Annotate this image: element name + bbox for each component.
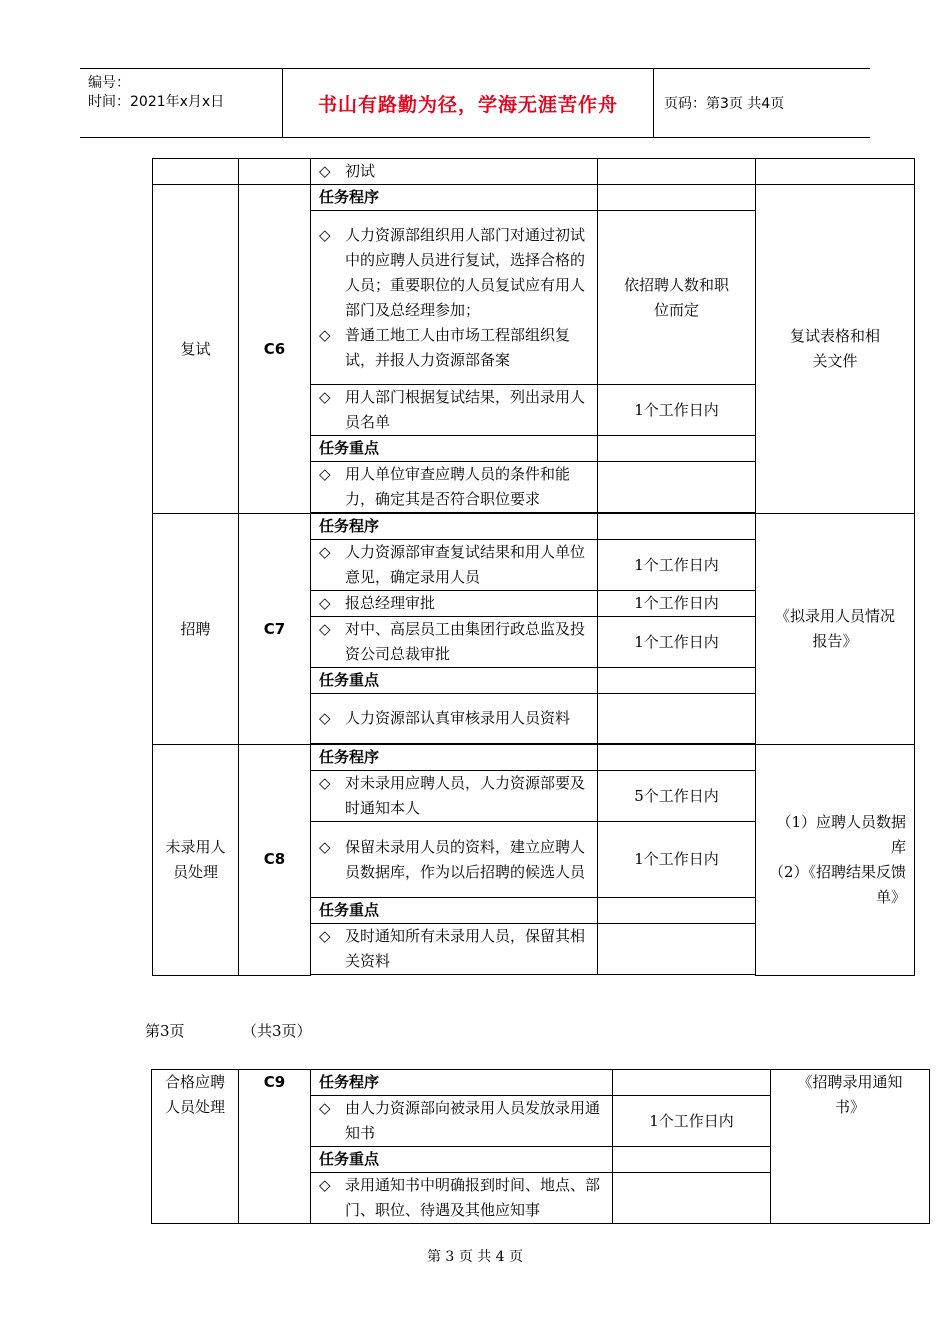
time-cell — [613, 1147, 771, 1173]
page-mark: 第3页 — [145, 1022, 185, 1040]
diamond-bullet-icon: ◇ — [319, 1176, 331, 1194]
process-table-continued — [151, 1069, 930, 1224]
task-text: 对未录用应聘人员，人力资源部要及时通知本人 — [345, 774, 586, 817]
time-text: 1个工作日内 — [634, 400, 719, 419]
code-cell — [239, 159, 311, 185]
stage-code: C7 — [263, 619, 286, 638]
stage-name: 合格应聘人员处理 — [164, 1073, 225, 1116]
focus-cell — [311, 462, 598, 513]
time-cell — [598, 591, 756, 617]
task-text: 普通工地工人由市场工程部组织复试，并报人力资源部备案 — [345, 325, 571, 369]
time-cell — [598, 924, 756, 975]
time-cell — [613, 1096, 771, 1147]
diamond-bullet-icon: ◇ — [319, 927, 331, 945]
focus-heading: 任务重点 — [311, 436, 598, 462]
task-text: 初试 — [345, 162, 376, 180]
task-cell — [311, 540, 598, 591]
task-cell — [311, 617, 598, 668]
time-cell — [613, 1070, 771, 1096]
time-text: 1个工作日内 — [634, 594, 719, 612]
doc-text: （1）应聘人员数据库 — [776, 812, 906, 856]
focus-heading: 任务重点 — [311, 1147, 613, 1173]
stage-cell — [153, 514, 239, 745]
task-cell — [311, 1096, 613, 1147]
focus-heading: 任务重点 — [311, 668, 598, 694]
time-text: 1个工作日内 — [634, 850, 719, 868]
diamond-bullet-icon: ◇ — [319, 465, 331, 483]
motto: 书山有路勤为径，学海无涯苦作舟 — [317, 93, 618, 116]
stage-cell — [153, 185, 239, 514]
document-header — [80, 68, 870, 138]
stage-name: 复试 — [180, 339, 211, 358]
diamond-bullet-icon: ◇ — [319, 620, 331, 638]
table-row — [153, 159, 915, 185]
focus-cell — [311, 1173, 613, 1224]
task-cell — [311, 591, 598, 617]
task-cell — [311, 771, 598, 822]
focus-text: 录用通知书中明确报到时间、地点、部门、职位、待遇及其他应知事 — [345, 1176, 601, 1219]
task-text: 人力资源部组织用人部门对通过初试中的应聘人员进行复试，选择合格的人员；重要职位的人员复试应有用人部门及总经理参加； — [345, 225, 586, 319]
task-text: 人力资源部审查复试结果和用人单位意见，确定录用人员 — [345, 543, 586, 586]
header-motto-cell — [283, 69, 654, 137]
stage-name: 招聘 — [180, 619, 211, 638]
page-info: 页码：第3页 共4页 — [664, 96, 785, 112]
diamond-bullet-icon: ◇ — [319, 162, 331, 180]
code-cell — [239, 185, 311, 514]
table-row — [153, 514, 915, 540]
focus-cell — [311, 694, 598, 744]
diamond-bullet-icon: ◇ — [319, 594, 331, 612]
time-cell — [598, 159, 756, 185]
time-cell — [613, 1173, 771, 1224]
time-cell — [598, 211, 756, 385]
stage-code: C6 — [263, 339, 286, 358]
diamond-bullet-icon: ◇ — [319, 774, 331, 792]
task-cell — [311, 385, 598, 436]
doc-cell — [771, 1070, 930, 1224]
code-cell — [239, 514, 311, 745]
task-text: 保留未录用人员的资料，建立应聘人员数据库，作为以后招聘的候选人员 — [345, 837, 586, 881]
procedure-heading: 任务程序 — [311, 1070, 613, 1096]
time-cell — [598, 822, 756, 898]
table-row — [153, 185, 915, 211]
stage-code: C9 — [263, 1073, 286, 1091]
procedure-heading: 任务程序 — [311, 514, 598, 540]
table-row — [152, 1070, 930, 1096]
procedure-heading: 任务程序 — [311, 745, 598, 771]
diamond-bullet-icon: ◇ — [319, 388, 331, 406]
time-text: 依招聘人数和职位而定 — [623, 275, 729, 319]
process-table — [152, 158, 915, 976]
doc-text: 《招聘录用通知书》 — [797, 1073, 903, 1116]
task-cell — [311, 211, 598, 385]
number-label: 编号： — [88, 75, 130, 91]
diamond-bullet-icon: ◇ — [319, 225, 331, 244]
focus-text: 用人单位审查应聘人员的条件和能力，确定其是否符合职位要求 — [345, 465, 571, 508]
diamond-bullet-icon: ◇ — [319, 543, 331, 561]
task-text: 对中、高层员工由集团行政总监及投资公司总裁审批 — [345, 620, 586, 663]
header-meta-cell — [80, 69, 283, 137]
diamond-bullet-icon: ◇ — [319, 837, 331, 856]
time-cell — [598, 668, 756, 694]
time-cell — [598, 898, 756, 924]
doc-text: （2）《招聘结果反馈单》 — [768, 862, 906, 906]
stage-name: 未录用人员处理 — [165, 837, 226, 881]
procedure-heading: 任务程序 — [311, 185, 598, 211]
diamond-bullet-icon: ◇ — [319, 1099, 331, 1117]
time-cell — [598, 436, 756, 462]
doc-cell — [756, 514, 915, 745]
doc-text: 《拟录用人员情况报告》 — [774, 607, 895, 650]
doc-text: 复试表格和相关文件 — [789, 327, 880, 370]
task-text: 用人部门根据复试结果，列出录用人员名单 — [345, 388, 586, 431]
diamond-bullet-icon: ◇ — [319, 325, 331, 344]
time-cell — [598, 745, 756, 771]
focus-text: 人力资源部认真审核录用人员资料 — [345, 709, 571, 727]
focus-text: 及时通知所有未录用人员，保留其相关资料 — [345, 927, 586, 970]
time-cell — [598, 617, 756, 668]
stage-cell — [153, 745, 239, 976]
time-text: 1个工作日内 — [634, 632, 719, 651]
time-text: 1个工作日内 — [634, 555, 719, 574]
focus-cell — [311, 924, 598, 975]
doc-cell — [756, 185, 915, 514]
time-text: 1个工作日内 — [649, 1111, 734, 1130]
code-cell — [239, 1070, 311, 1224]
task-cell — [311, 159, 598, 185]
task-text: 由人力资源部向被录用人员发放录用通知书 — [345, 1099, 601, 1142]
time-cell — [598, 694, 756, 744]
task-text: 报总经理审批 — [345, 594, 436, 612]
task-cell — [311, 822, 598, 898]
time-cell — [598, 771, 756, 822]
diamond-bullet-icon: ◇ — [319, 709, 331, 727]
focus-heading: 任务重点 — [311, 898, 598, 924]
time-cell — [598, 540, 756, 591]
table-row — [153, 745, 915, 771]
time-cell — [598, 385, 756, 436]
doc-cell — [756, 159, 915, 185]
stage-code: C8 — [263, 850, 286, 869]
time-cell — [598, 462, 756, 513]
stage-cell — [152, 1070, 239, 1224]
time-label: 时间：2021年x月x日 — [88, 94, 225, 110]
time-cell — [598, 185, 756, 211]
doc-cell — [756, 745, 915, 976]
code-cell — [239, 745, 311, 976]
bottom-page-number: 第 3 页 共 4 页 — [426, 1249, 524, 1265]
header-page-cell — [654, 69, 870, 137]
page-total: （共3页） — [242, 1022, 312, 1040]
time-cell — [598, 514, 756, 540]
time-text: 5个工作日内 — [634, 786, 719, 805]
stage-cell — [153, 159, 239, 185]
